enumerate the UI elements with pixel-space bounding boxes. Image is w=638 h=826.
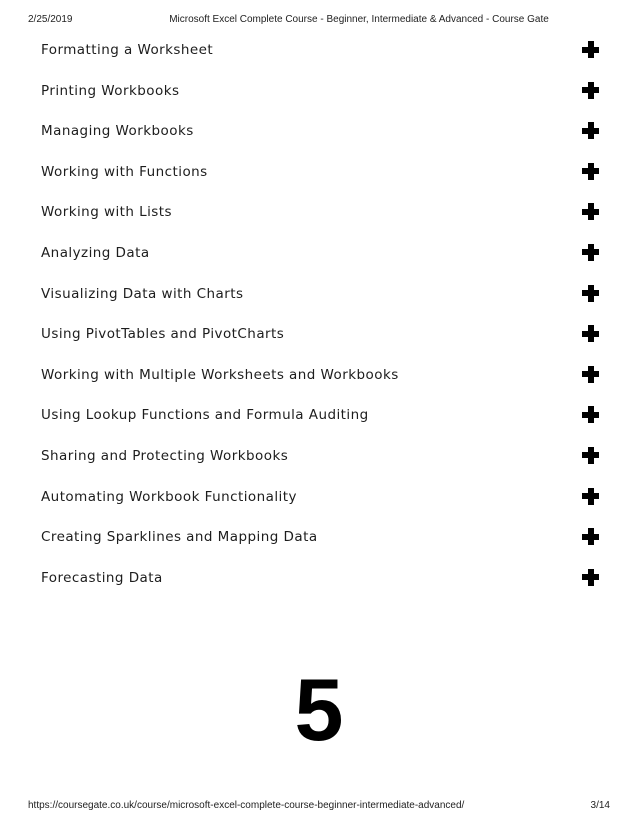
accordion-item-label: Working with Lists [41, 204, 173, 221]
course-curriculum-accordion [28, 30, 610, 598]
accordion-item[interactable] [28, 355, 610, 396]
accordion-item-label: Managing Workbooks [41, 123, 194, 140]
accordion-item-label: Using Lookup Functions and Formula Auditing [41, 407, 369, 424]
plus-icon[interactable] [582, 163, 599, 180]
accordion-item-label: Creating Sparklines and Mapping Data [41, 529, 318, 546]
plus-icon[interactable] [582, 406, 599, 423]
accordion-item-label: Analyzing Data [41, 244, 150, 261]
accordion-item[interactable] [28, 30, 610, 71]
accordion-item[interactable] [28, 111, 610, 152]
plus-icon[interactable] [582, 569, 599, 586]
accordion-item[interactable] [28, 395, 610, 436]
plus-icon[interactable] [582, 82, 599, 99]
accordion-item[interactable] [28, 71, 610, 112]
accordion-item[interactable] [28, 314, 610, 355]
plus-icon[interactable] [582, 122, 599, 139]
accordion-item[interactable] [28, 436, 610, 477]
accordion-item[interactable] [28, 152, 610, 193]
accordion-item-label: Using PivotTables and PivotCharts [41, 326, 285, 343]
accordion-item[interactable] [28, 233, 610, 274]
print-footer [28, 800, 610, 814]
plus-icon[interactable] [582, 41, 599, 58]
plus-icon[interactable] [582, 203, 599, 220]
accordion-item[interactable] [28, 477, 610, 518]
print-page-number: 3/14 [590, 800, 610, 811]
accordion-item-label: Printing Workbooks [41, 82, 180, 99]
accordion-item-label: Formatting a Worksheet [41, 42, 214, 58]
plus-icon[interactable] [582, 488, 599, 505]
accordion-item[interactable] [28, 558, 610, 599]
stat-number: 5 [294, 660, 344, 759]
accordion-item[interactable] [28, 192, 610, 233]
print-url: https://coursegate.co.uk/course/microsoft-excel-complete-course-beginner-intermediate-advanced/ [28, 800, 465, 811]
plus-icon[interactable] [582, 325, 599, 342]
print-header [28, 14, 610, 30]
plus-icon[interactable] [582, 285, 599, 302]
accordion-item-label: Forecasting Data [41, 569, 163, 586]
plus-icon[interactable] [582, 528, 599, 545]
accordion-item-label: Working with Multiple Worksheets and Workbooks [41, 366, 399, 383]
accordion-item-label: Working with Functions [41, 163, 208, 180]
accordion-item[interactable] [28, 517, 610, 558]
print-date: 2/25/2019 [28, 14, 73, 25]
plus-icon[interactable] [582, 447, 599, 464]
plus-icon[interactable] [582, 244, 599, 261]
accordion-item-label: Sharing and Protecting Workbooks [41, 447, 289, 464]
print-title: Microsoft Excel Complete Course - Beginner, Intermediate & Advanced - Course Gate [169, 14, 549, 25]
accordion-item-label: Automating Workbook Functionality [41, 488, 297, 505]
plus-icon[interactable] [582, 366, 599, 383]
accordion-item[interactable] [28, 274, 610, 315]
accordion-item-label: Visualizing Data with Charts [41, 285, 244, 302]
